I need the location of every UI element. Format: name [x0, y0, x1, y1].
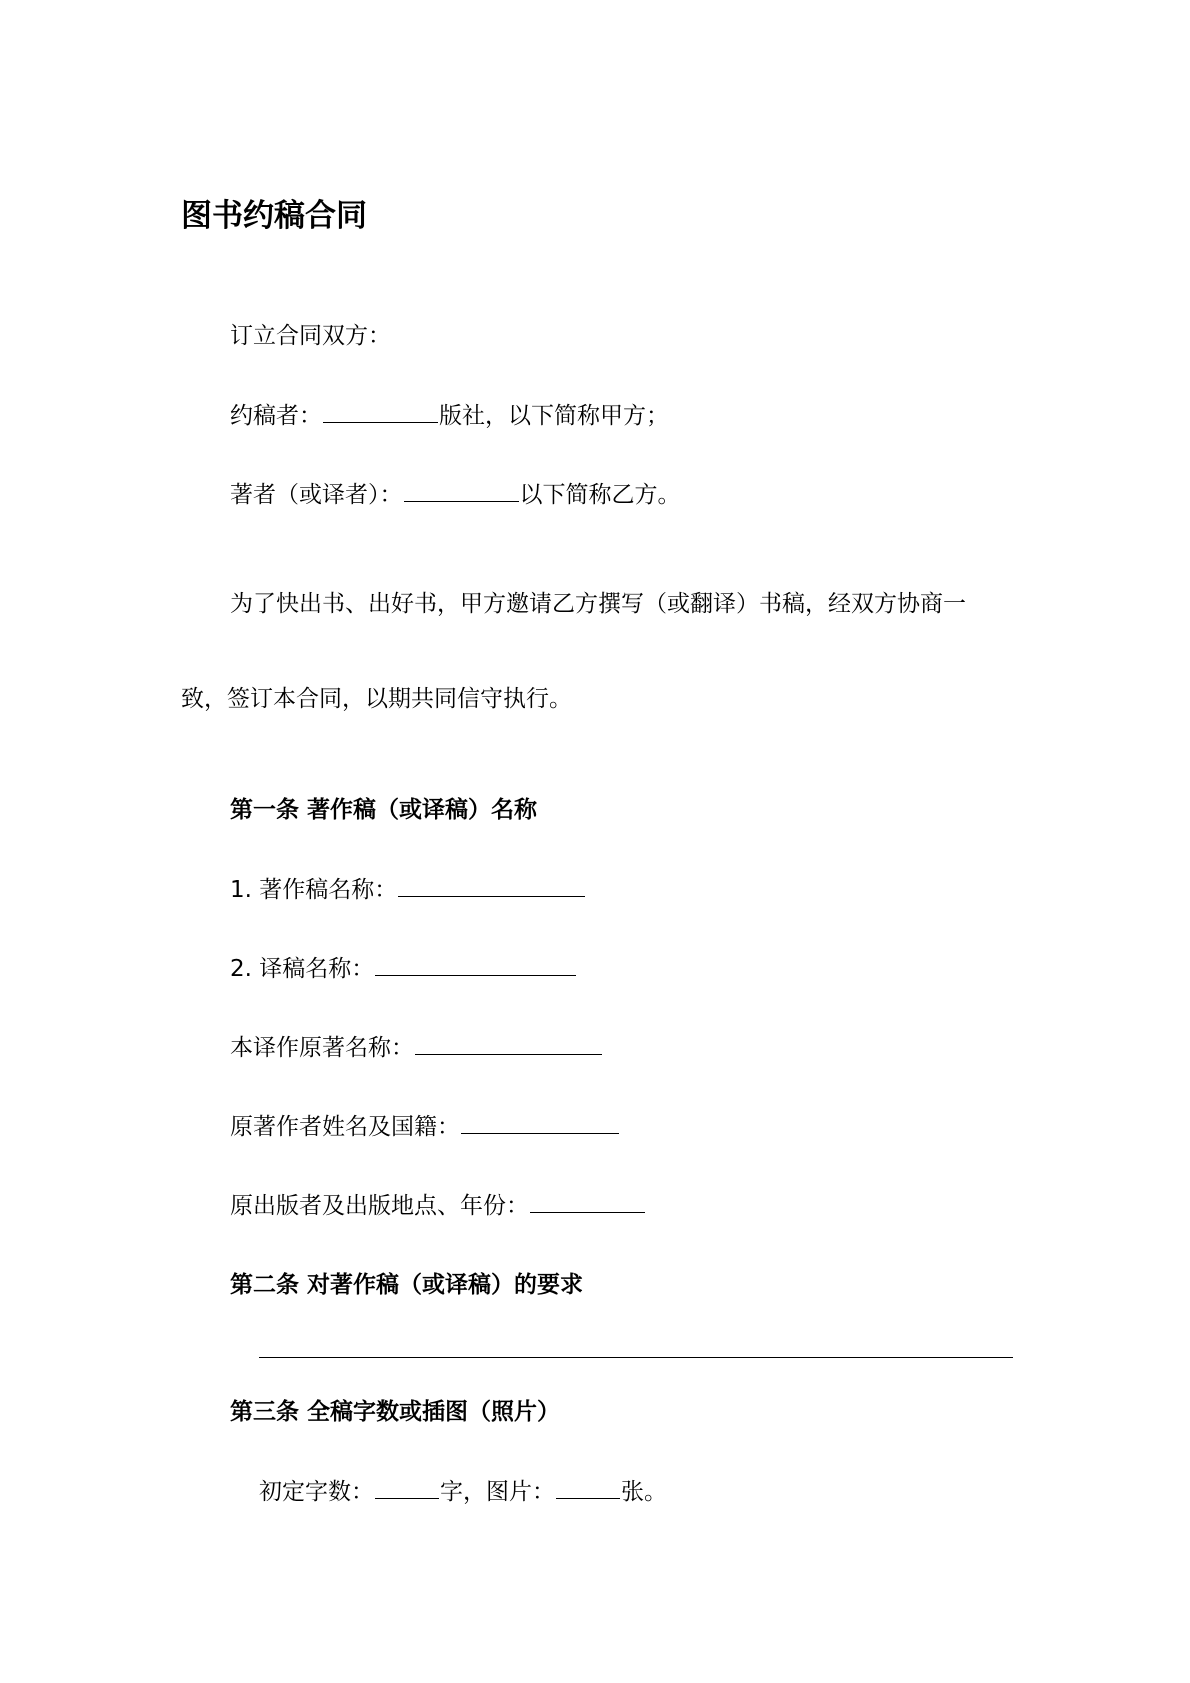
purpose-line-1: 为了快出书、出好书，甲方邀请乙方撰写（或翻译）书稿，经双方协商一	[230, 591, 966, 617]
item-label: 原著作者姓名及国籍：	[230, 1114, 460, 1140]
original-publisher-blank[interactable]	[530, 1190, 645, 1213]
article3-count-line	[259, 1476, 667, 1507]
translation-name-blank[interactable]	[375, 953, 576, 976]
item-label: 本译作原著名称：	[230, 1035, 414, 1061]
count-mid: 字，图片：	[440, 1479, 555, 1505]
article1-item-5	[230, 1190, 646, 1221]
original-author-blank[interactable]	[461, 1111, 619, 1134]
item-label: 1. 著作稿名称：	[230, 877, 398, 903]
party-a-blank[interactable]	[323, 400, 438, 423]
manuscript-name-blank[interactable]	[398, 874, 585, 897]
image-count-blank[interactable]	[556, 1476, 620, 1499]
count-suffix: 张。	[621, 1479, 667, 1505]
article1-heading: 第一条 著作稿（或译稿）名称	[230, 797, 538, 823]
party-b-line	[230, 479, 681, 510]
article1-item-3	[230, 1032, 603, 1063]
party-b-prefix: 著者（或译者）：	[230, 482, 403, 508]
parties-label: 订立合同双方：	[230, 323, 391, 349]
party-b-suffix: 以下简称乙方。	[519, 482, 681, 508]
original-title-blank[interactable]	[415, 1032, 602, 1055]
purpose-line-2: 致，签订本合同，以期共同信守执行。	[181, 686, 572, 712]
article1-item-4	[230, 1111, 620, 1142]
item-label: 原出版者及出版地点、年份：	[230, 1193, 529, 1219]
party-a-line	[230, 400, 669, 431]
document-title: 图书约稿合同	[181, 198, 367, 234]
party-a-prefix: 约稿者：	[230, 403, 322, 429]
item-label: 2. 译稿名称：	[230, 956, 375, 982]
requirements-blank[interactable]	[259, 1357, 1013, 1358]
article1-item-1	[230, 874, 586, 905]
article3-heading: 第三条 全稿字数或插图（照片）	[230, 1399, 561, 1425]
party-a-suffix: 版社，以下简称甲方；	[439, 403, 669, 429]
party-b-blank[interactable]	[404, 479, 519, 502]
article1-item-2	[230, 953, 577, 984]
word-count-blank[interactable]	[375, 1476, 439, 1499]
article2-heading: 第二条 对著作稿（或译稿）的要求	[230, 1272, 584, 1298]
count-prefix: 初定字数：	[259, 1479, 374, 1505]
